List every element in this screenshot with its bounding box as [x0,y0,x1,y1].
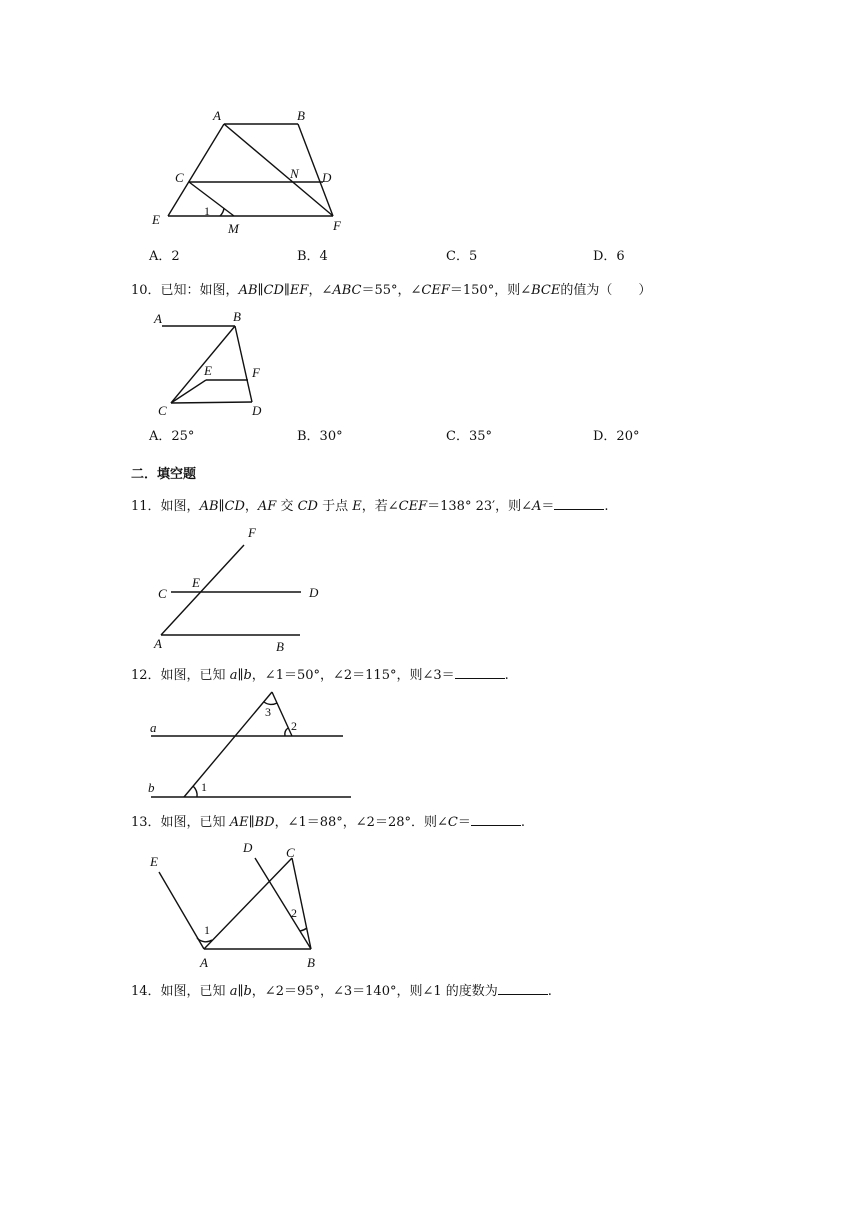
q10-label-e: E [204,363,212,378]
q12-label-3: 3 [265,705,271,719]
q9-label-n: N [290,166,299,181]
q12-label-a: a [150,720,157,735]
q11-label-f: F [248,525,256,540]
q10-label-d: D [252,403,262,418]
q11-stem: 11．如图，AB∥CD，AF 交 CD 于点 E，若∠CEF＝138° 23′，则∠A＝ . [131,499,609,514]
q11-label-e: E [192,575,200,590]
q10-label-c: C [158,403,167,418]
section-title-fill-in: 二．填空题 [131,467,197,482]
q12-figure [145,685,360,805]
q9-label-f: F [333,218,341,233]
q9-label-angle1: 1 [204,204,210,218]
q10-figure [145,305,285,420]
q14-stem: 14．如图，已知 a∥b，∠2＝95°，∠3＝140°，则∠1 的度数为 . [131,984,552,999]
q11-label-d: D [309,585,319,600]
q11-label-b: B [276,639,284,654]
q13-label-1: 1 [204,923,210,937]
q11-label-a: A [154,636,162,651]
q10-label-f: F [252,365,260,380]
q12-stem: 12．如图，已知 a∥b，∠1＝50°，∠2＝115°，则∠3＝ . [131,668,509,683]
q9-label-a: A [213,108,221,123]
q13-stem: 13．如图，已知 AE∥BD，∠1＝88°，∠2＝28°．则∠C＝ . [131,815,525,830]
q10-option-c: C．35° [446,429,492,444]
q9-option-a: A．2 [149,249,180,264]
q13-label-2: 2 [291,906,297,920]
q11-figure [150,520,335,655]
q13-label-c: C [286,845,295,860]
q13-label-b: B [307,955,315,970]
q9-option-b: B．4 [297,249,328,264]
q10-label-b: B [233,309,241,324]
q10-option-b: B．30° [297,429,343,444]
q11-label-c: C [158,586,167,601]
q9-label-c: C [175,170,184,185]
q12-answer-blank[interactable] [455,666,505,679]
q13-label-d: D [243,840,253,855]
q9-figure [140,100,370,240]
q13-answer-blank[interactable] [471,813,521,826]
q14-answer-blank[interactable] [498,982,548,995]
q12-label-b: b [148,780,155,795]
q13-label-e: E [150,854,158,869]
q10-stem: 10．已知：如图，AB∥CD∥EF，∠ABC＝55°，∠CEF＝150°，则∠BCE的值为（ ） [131,283,652,298]
q11-answer-blank[interactable] [554,497,604,510]
q13-label-a: A [200,955,208,970]
q12-label-2: 2 [291,719,297,733]
q9-label-e: E [152,212,160,227]
q12-label-1: 1 [201,780,207,794]
q10-label-a: A [154,311,162,326]
q13-figure [140,836,340,976]
q10-option-a: A．25° [149,429,195,444]
q10-option-d: D．20° [593,429,640,444]
q9-option-c: C．5 [446,249,478,264]
q9-option-d: D．6 [593,249,625,264]
q9-label-m: M [228,221,239,236]
q9-label-d: D [322,170,332,185]
q9-label-b: B [297,108,305,123]
